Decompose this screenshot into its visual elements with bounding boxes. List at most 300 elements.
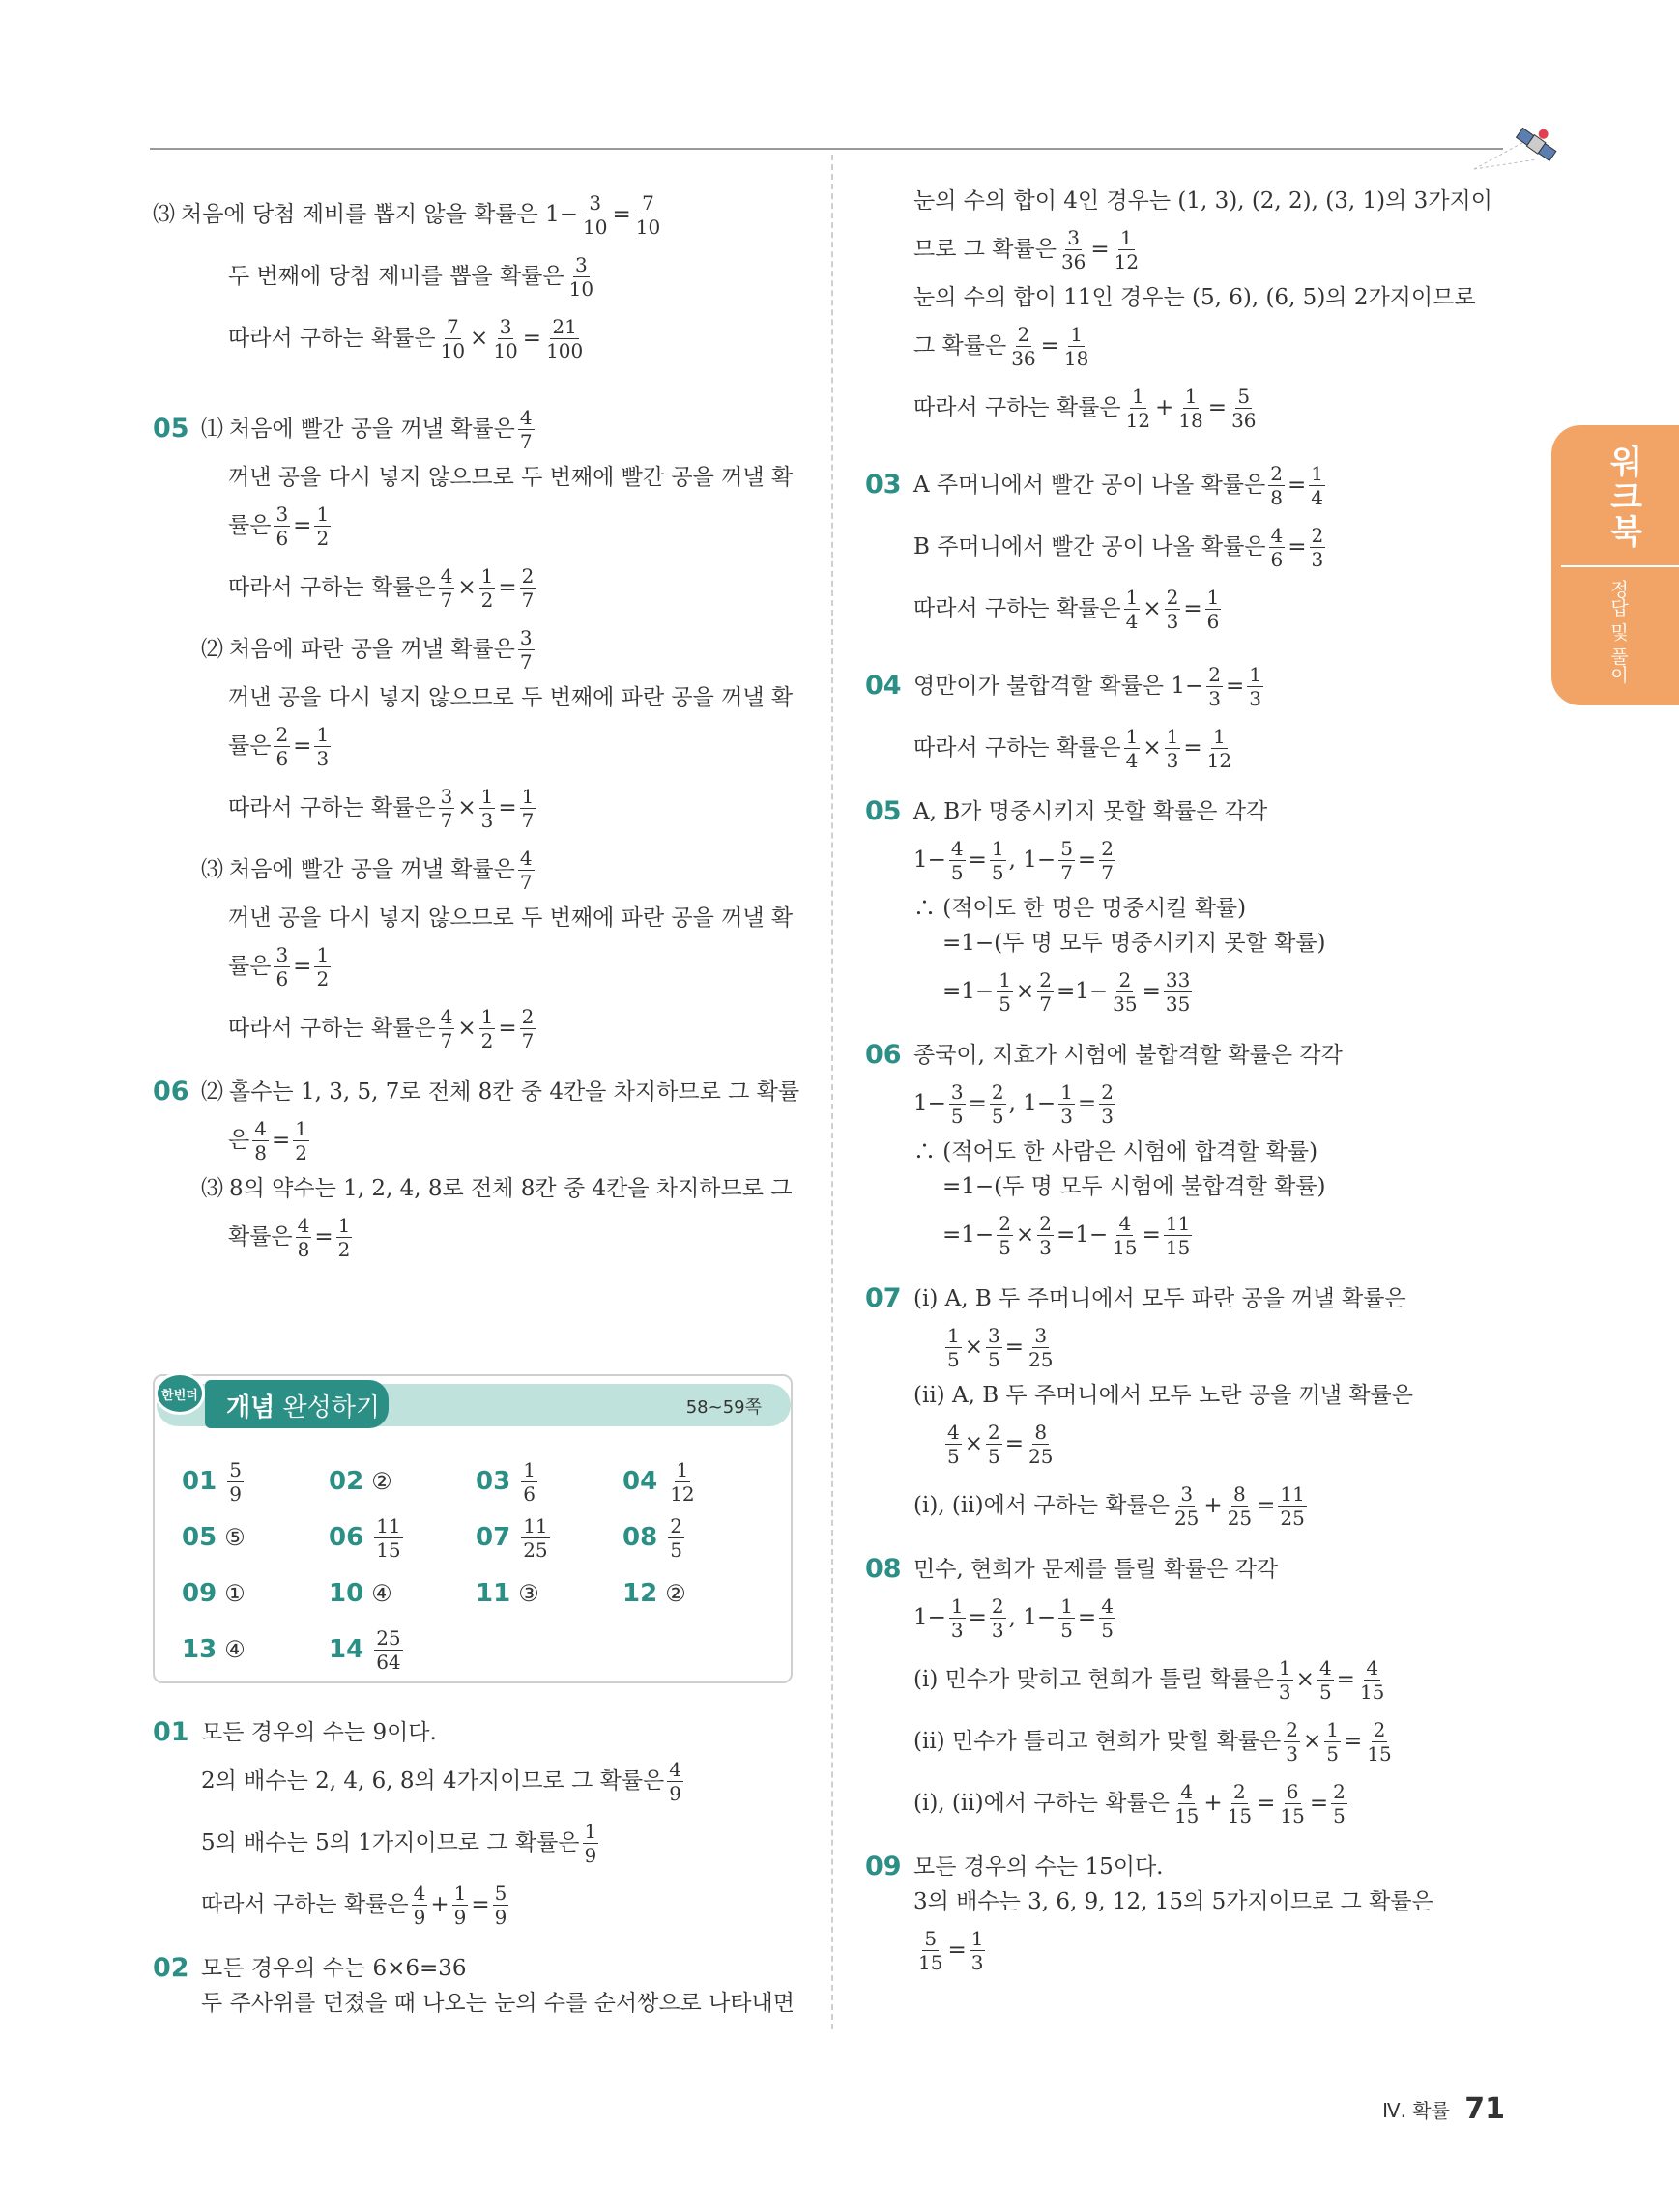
denominator: 5	[1101, 1618, 1114, 1642]
text-run: , 1−	[1008, 1605, 1057, 1630]
numerator: 7	[446, 314, 459, 338]
denominator: 15	[1165, 1235, 1191, 1259]
text-line	[865, 1552, 1532, 1587]
text-run: 처음에 빨간 공을 꺼낼 확률은	[229, 857, 515, 882]
denominator: 2	[480, 1028, 494, 1052]
answer-value: ③	[518, 1580, 539, 1607]
text-line	[153, 1986, 800, 2021]
numerator: 11	[1280, 1481, 1305, 1506]
denominator: 36	[1060, 249, 1086, 273]
numerator: 3	[275, 942, 289, 966]
numerator: 2	[1373, 1717, 1386, 1741]
text-run: =	[293, 954, 312, 979]
top-rule	[150, 148, 1503, 150]
fraction	[1358, 1656, 1386, 1704]
concept-badge: 한번더	[155, 1372, 205, 1415]
numerator: 1	[676, 1457, 689, 1481]
denominator: 5	[1333, 1803, 1346, 1827]
fraction	[1206, 663, 1223, 710]
answer-row	[182, 1509, 781, 1566]
text-run: ∴ (적어도 한 사람은 시험에 합격할 확률)	[913, 1139, 1318, 1164]
fraction	[439, 785, 455, 832]
denominator: 15	[1227, 1803, 1253, 1827]
text-run: =	[968, 1605, 987, 1630]
text-line	[153, 557, 800, 618]
fraction	[521, 1458, 537, 1506]
text-run: (ⅰ), (ⅱ)에서 구하는 확률은	[913, 1493, 1170, 1518]
subproblem-marker: ⑴	[201, 417, 223, 442]
denominator: 6	[275, 526, 289, 550]
spacer	[865, 640, 1532, 655]
numerator: 1	[947, 1323, 960, 1347]
fraction	[479, 1005, 496, 1052]
text-run: =1−	[942, 1222, 995, 1248]
numerator: 1	[453, 1881, 467, 1905]
text-run: +	[1203, 1493, 1223, 1518]
numerator: 4	[254, 1116, 267, 1140]
numerator: 3	[1180, 1481, 1194, 1506]
denominator: 5	[1060, 1618, 1073, 1642]
numerator: 1	[316, 942, 330, 966]
answer-number: 07	[476, 1523, 511, 1552]
denominator: 7	[521, 1028, 535, 1052]
subproblem-marker: ⑶	[153, 202, 175, 227]
fraction	[1099, 837, 1115, 884]
numerator: 1	[1060, 1594, 1073, 1618]
numerator: 2	[1166, 585, 1179, 609]
left-column	[153, 184, 800, 1268]
side-tab[interactable]	[1551, 425, 1679, 705]
denominator: 15	[1359, 1680, 1385, 1704]
text-run: =	[271, 1128, 291, 1153]
text-run: 꺼낸 공을 다시 넣지 않으므로 두 번째에 빨간 공을 꺼낼 확	[228, 465, 794, 490]
denominator: 5	[947, 1444, 960, 1468]
numerator: 4	[947, 1420, 960, 1444]
fraction	[1278, 1780, 1306, 1827]
numerator: 1	[1125, 724, 1139, 748]
text-run: 눈의 수의 합이 4인 경우는 (1, 3), (2, 2), (3, 1)의 3가지이	[913, 188, 1492, 214]
numerator: 1	[337, 1213, 351, 1237]
denominator: 5	[950, 860, 964, 884]
text-run: (ⅱ) A, B 두 주머니에서 모두 노란 공을 꺼낼 확률은	[913, 1383, 1413, 1408]
fraction	[1058, 837, 1075, 884]
right-column	[865, 184, 1532, 1981]
text-line	[865, 1919, 1532, 1981]
fraction	[1324, 1718, 1341, 1766]
denominator: 5	[947, 1347, 960, 1371]
left-lower-column	[153, 1715, 800, 2021]
fraction	[1230, 385, 1258, 432]
text-run: =	[293, 733, 312, 759]
answer-number: 14	[329, 1635, 364, 1664]
text-run: =1−(두 명 모두 시험에 불합격할 확률)	[942, 1174, 1326, 1199]
numerator: 4	[669, 1757, 682, 1781]
numerator: 8	[1034, 1420, 1048, 1444]
text-run: ×	[457, 575, 477, 600]
fraction	[1164, 1212, 1192, 1259]
fraction	[997, 968, 1013, 1016]
answer-item	[329, 1579, 476, 1608]
numerator: 1	[480, 563, 494, 588]
denominator: 18	[1178, 408, 1203, 432]
fraction	[439, 315, 467, 362]
text-run: =	[1040, 333, 1059, 359]
numerator: 21	[552, 314, 577, 338]
text-run: 눈의 수의 합이 11인 경우는 (5, 6), (6, 5)의 2가지이므로	[913, 285, 1476, 310]
text-run: =	[1336, 1667, 1355, 1692]
fraction	[916, 1927, 944, 1974]
fraction	[520, 785, 536, 832]
fraction	[945, 1421, 962, 1468]
numerator: 1	[1311, 461, 1323, 485]
problem-number: 05	[153, 414, 189, 444]
fraction	[1099, 1080, 1115, 1128]
denominator: 4	[1311, 485, 1323, 509]
fraction	[1058, 1080, 1075, 1128]
fraction	[296, 1214, 312, 1261]
fraction	[583, 1820, 599, 1867]
fraction	[252, 1117, 269, 1164]
answer-grid	[182, 1453, 781, 1678]
text-run: =	[1344, 1729, 1363, 1754]
numerator: 3	[499, 314, 512, 338]
text-run: , 1−	[1008, 847, 1057, 873]
answer-value: ④	[224, 1636, 246, 1663]
fraction	[374, 1514, 402, 1562]
answer-number: 04	[622, 1467, 658, 1496]
answer-value: ④	[371, 1580, 392, 1607]
numerator: 2	[1017, 322, 1030, 346]
text-run: =	[293, 513, 312, 538]
text-run: 영만이가 불합격할 확률은 1−	[913, 674, 1204, 699]
numerator: 4	[1270, 523, 1284, 547]
text-run: 률은	[228, 733, 272, 759]
fraction	[1165, 725, 1181, 772]
denominator: 3	[316, 746, 330, 770]
text-run: ×	[457, 1016, 477, 1041]
chapter-label: Ⅳ. 확률	[1382, 2099, 1450, 2122]
answer-item	[182, 1579, 329, 1608]
text-run: 처음에 파란 공을 꺼낼 확률은	[229, 637, 515, 662]
concept-title: 개념 완성하기	[226, 1393, 380, 1422]
answer-item	[622, 1458, 769, 1506]
denominator: 25	[1028, 1347, 1054, 1371]
numerator: 5	[1060, 836, 1073, 860]
fraction	[1027, 1421, 1055, 1468]
denominator: 10	[440, 338, 466, 362]
text-run: 홀수는 1, 3, 5, 7로 전체 8칸 중 4칸을 차지하므로 그 확률	[229, 1079, 800, 1105]
text-run: =	[1142, 979, 1161, 1004]
text-line	[153, 777, 800, 839]
fraction	[1172, 1780, 1201, 1827]
satellite-icon	[1469, 111, 1576, 188]
numerator: 1	[1131, 384, 1144, 408]
fraction	[1317, 1656, 1334, 1704]
denominator: 18	[1063, 346, 1089, 370]
text-line	[865, 1204, 1532, 1266]
fraction	[1111, 1212, 1139, 1259]
answer-value: ②	[665, 1580, 686, 1607]
fraction	[1058, 1594, 1075, 1642]
text-run: 5의 배수는 5의 1가지이므로 그 확률은	[201, 1830, 580, 1855]
answer-item	[182, 1458, 329, 1506]
fraction	[1278, 1482, 1306, 1530]
answer-item	[622, 1514, 769, 1562]
text-run: (ⅰ) A, B 두 주머니에서 모두 파란 공을 꺼낼 확률은	[913, 1286, 1406, 1311]
fraction	[1176, 385, 1204, 432]
side-tab-divider	[1561, 565, 1679, 567]
numerator: 1	[991, 836, 1004, 860]
numerator: 2	[1118, 967, 1132, 991]
answer-item	[329, 1514, 476, 1562]
numerator: 1	[523, 1457, 536, 1481]
denominator: 3	[1208, 686, 1221, 710]
numerator: 4	[1118, 1211, 1132, 1235]
text-line	[865, 516, 1532, 578]
fraction	[518, 626, 535, 674]
text-line	[865, 1587, 1532, 1649]
numerator: 4	[1366, 1655, 1379, 1680]
fraction	[581, 191, 609, 239]
text-run: , 1−	[1008, 1091, 1057, 1116]
fraction	[520, 1005, 536, 1052]
answer-item	[182, 1523, 329, 1552]
answer-value: ②	[371, 1468, 392, 1495]
text-run: =	[522, 326, 542, 351]
answer-item	[622, 1579, 769, 1608]
denominator: 2	[337, 1237, 351, 1261]
answer-item	[182, 1635, 329, 1664]
problem-number: 03	[865, 470, 902, 500]
fraction	[227, 1458, 244, 1506]
fraction	[1365, 1718, 1393, 1766]
fraction	[293, 1117, 309, 1164]
text-line	[865, 717, 1532, 779]
text-line	[865, 961, 1532, 1022]
answer-number: 09	[182, 1579, 217, 1608]
fraction	[1124, 725, 1141, 772]
numerator: 1	[521, 784, 535, 808]
text-run: 확률은	[228, 1224, 293, 1250]
text-run: 처음에 당첨 제비를 뽑지 않을 확률은 1−	[181, 202, 579, 227]
fraction	[1226, 1482, 1254, 1530]
concept-box	[153, 1374, 793, 1683]
fraction	[1205, 586, 1222, 633]
fraction	[997, 1212, 1013, 1259]
text-run: =1−	[1056, 979, 1109, 1004]
denominator: 100	[546, 338, 584, 362]
text-run: =	[1183, 735, 1202, 761]
answer-number: 10	[329, 1579, 364, 1608]
text-run: =	[1004, 1335, 1025, 1360]
denominator: 3	[991, 1618, 1004, 1642]
text-line	[865, 1649, 1532, 1710]
denominator: 12	[1125, 408, 1151, 432]
denominator: 3	[1101, 1104, 1114, 1128]
text-run: =	[1257, 1791, 1276, 1816]
fraction	[634, 191, 662, 239]
numerator: 25	[376, 1625, 401, 1650]
fraction	[1062, 323, 1090, 370]
text-run: 따라서 구하는 확률은	[201, 1892, 409, 1917]
text-run: =	[1287, 473, 1307, 498]
problem-number: 07	[865, 1283, 902, 1313]
numerator: 3	[574, 252, 588, 276]
text-run: =	[968, 1091, 987, 1116]
denominator: 25	[1227, 1506, 1253, 1530]
fraction	[314, 943, 331, 991]
denominator: 7	[519, 429, 533, 453]
denominator: 3	[950, 1618, 964, 1642]
text-run: B 주머니에서 빨간 공이 나올 확률은	[913, 534, 1266, 560]
text-run: 따라서 구하는 확률은	[228, 326, 436, 351]
text-line	[865, 829, 1532, 891]
denominator: 10	[568, 276, 594, 301]
denominator: 5	[991, 860, 1004, 884]
text-run: =	[1183, 596, 1202, 621]
denominator: 7	[519, 870, 533, 894]
denominator: 2	[480, 588, 494, 612]
problem-number: 04	[865, 671, 902, 701]
fraction	[1284, 1718, 1300, 1766]
text-run: ×	[1303, 1729, 1322, 1754]
denominator: 8	[297, 1237, 310, 1261]
problem-number: 08	[865, 1554, 902, 1584]
numerator: 4	[519, 846, 533, 870]
text-run: =	[1309, 1791, 1329, 1816]
fraction	[518, 406, 535, 453]
answer-number: 13	[182, 1635, 217, 1664]
numerator: 2	[1311, 523, 1324, 547]
denominator: 3	[1166, 609, 1179, 633]
text-run: (ⅰ), (ⅱ)에서 구하는 확률은	[913, 1791, 1170, 1816]
denominator: 15	[1173, 1803, 1200, 1827]
numerator: 1	[1166, 724, 1179, 748]
answer-number: 05	[182, 1523, 217, 1552]
text-line	[865, 926, 1532, 961]
denominator: 4	[1125, 609, 1139, 633]
fraction	[439, 564, 455, 612]
denominator: 15	[376, 1537, 401, 1562]
text-line	[153, 1715, 800, 1750]
numerator: 1	[1070, 322, 1084, 346]
numerator: 2	[1270, 461, 1283, 485]
text-run: =	[1077, 1091, 1097, 1116]
denominator: 7	[440, 588, 453, 612]
spacer	[865, 1022, 1532, 1038]
numerator: 2	[1233, 1779, 1246, 1803]
numerator: 4	[440, 563, 453, 588]
fraction	[314, 503, 331, 550]
numerator: 1	[999, 967, 1011, 991]
numerator: 33	[1165, 967, 1191, 991]
numerator: 2	[1333, 1779, 1346, 1803]
answer-item	[476, 1458, 622, 1506]
numerator: 1	[1120, 225, 1133, 249]
denominator: 5	[999, 991, 1011, 1016]
text-run: =	[1288, 534, 1307, 560]
denominator: 7	[519, 649, 533, 674]
denominator: 3	[1278, 1680, 1291, 1704]
text-line	[153, 1812, 800, 1874]
text-run: ×	[964, 1335, 984, 1360]
text-run: 두 번째에 당첨 제비를 뽑을 확률은	[228, 264, 564, 289]
denominator: 5	[950, 1104, 964, 1128]
numerator: 7	[642, 190, 654, 215]
denominator: 3	[1060, 1104, 1073, 1128]
text-line	[865, 794, 1532, 829]
text-run: =1−	[1056, 1222, 1109, 1248]
text-run: =	[1207, 395, 1228, 420]
numerator: 1	[316, 722, 330, 746]
denominator: 6	[275, 966, 289, 991]
text-run: ×	[470, 326, 489, 351]
numerator: 2	[1039, 1211, 1052, 1235]
denominator: 5	[988, 1444, 1000, 1468]
numerator: 11	[1165, 1211, 1191, 1235]
numerator: 5	[229, 1457, 242, 1481]
text-line	[865, 1413, 1532, 1475]
denominator: 36	[1231, 408, 1257, 432]
numerator: 3	[519, 625, 533, 649]
text-line	[153, 1109, 800, 1171]
denominator: 3	[1311, 547, 1324, 571]
problem-number: 09	[865, 1852, 902, 1882]
denominator: 25	[1173, 1506, 1200, 1530]
denominator: 5	[988, 1347, 1000, 1371]
text-run: 두 주사위를 던졌을 때 나오는 눈의 수를 순서쌍으로 나타내면	[201, 1991, 795, 2016]
numerator: 4	[413, 1881, 426, 1905]
fraction	[945, 1324, 962, 1371]
numerator: 2	[991, 1594, 1004, 1618]
numerator: 1	[1206, 585, 1220, 609]
denominator: 3	[970, 1950, 984, 1974]
text-run: =	[498, 1016, 517, 1041]
numerator: 1	[970, 1926, 984, 1950]
text-run: 따라서 구하는 확률은	[913, 395, 1121, 420]
fraction	[479, 564, 496, 612]
text-run: ×	[457, 795, 477, 820]
text-run: (ⅰ) 민수가 맞히고 현희가 틀릴 확률은	[913, 1667, 1274, 1692]
denominator: 7	[1101, 860, 1114, 884]
denominator: 7	[521, 588, 535, 612]
text-run: 모든 경우의 수는 15이다.	[913, 1854, 1164, 1880]
fraction	[1027, 1324, 1055, 1371]
denominator: 9	[584, 1843, 597, 1867]
text-run: =	[1077, 847, 1097, 873]
fraction	[274, 503, 290, 550]
fraction	[1269, 524, 1286, 571]
denominator: 10	[635, 215, 661, 239]
fraction	[986, 1324, 1002, 1371]
text-run: +	[1203, 1791, 1223, 1816]
fraction	[1268, 462, 1285, 509]
numerator: 1	[316, 502, 330, 526]
answer-number: 08	[622, 1523, 658, 1552]
text-run: 률은	[228, 954, 272, 979]
text-run: 모든 경우의 수는 9이다.	[201, 1720, 437, 1745]
numerator: 1	[1249, 662, 1261, 686]
denominator: 12	[1114, 249, 1140, 273]
answer-value: ①	[224, 1580, 246, 1607]
denominator: 3	[480, 808, 494, 832]
fraction	[1009, 323, 1037, 370]
numerator: 3	[950, 1079, 964, 1104]
text-line	[153, 1206, 800, 1268]
fraction	[1037, 968, 1054, 1016]
text-line	[865, 1710, 1532, 1772]
fraction	[374, 1626, 402, 1674]
